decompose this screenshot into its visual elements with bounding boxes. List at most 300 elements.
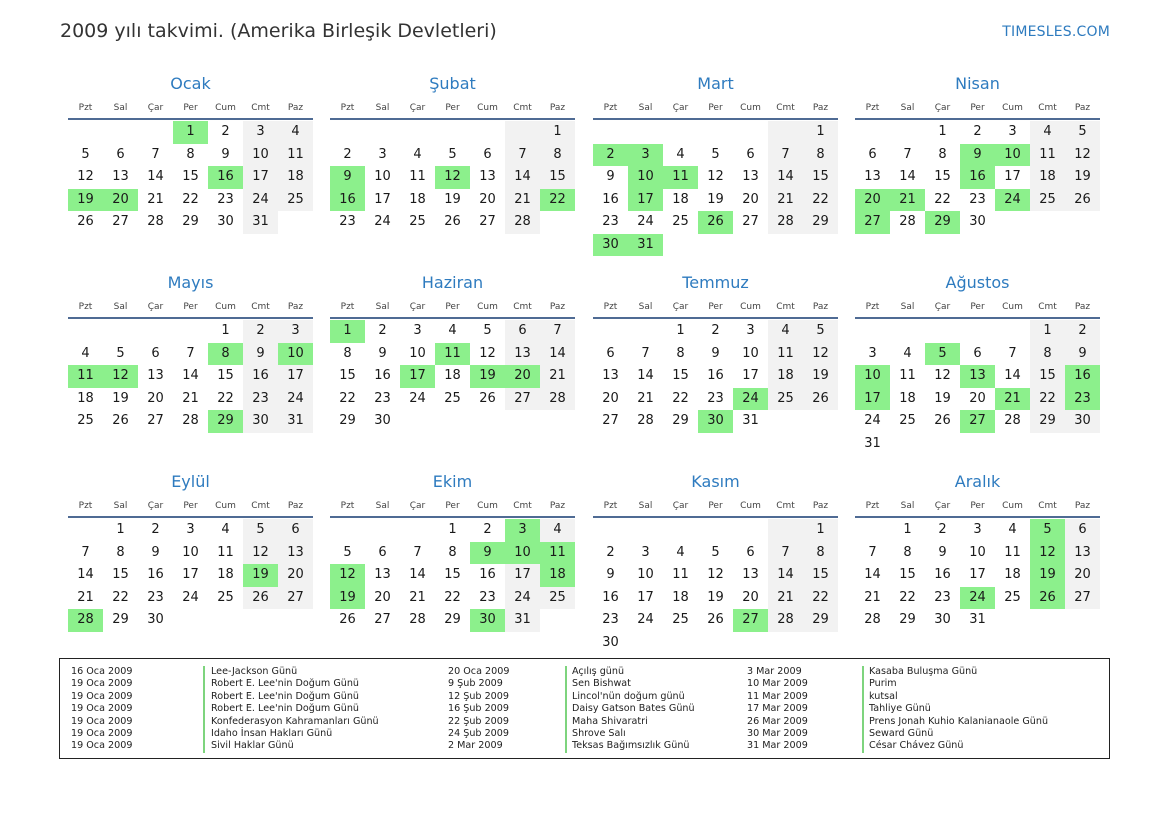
day-cell: 13 xyxy=(505,343,540,366)
day-cell: 29 xyxy=(112,612,129,627)
day-cell: 10 xyxy=(969,544,986,560)
empty-day-cell xyxy=(925,320,960,343)
day-cell: 5 xyxy=(1065,121,1100,144)
month-name: Mayıs xyxy=(167,273,214,292)
day-cell: 4 xyxy=(448,323,457,338)
day-cell: 19 xyxy=(803,365,838,388)
holiday-day-cell: 11 xyxy=(68,365,103,388)
day-cell: 29 xyxy=(182,214,199,229)
weekday-label: Cmt xyxy=(513,501,532,511)
day-grid xyxy=(330,519,575,632)
day-cell: 29 xyxy=(803,211,838,234)
day-cell: 7 xyxy=(81,544,90,560)
column-divider xyxy=(565,666,567,753)
day-cell: 28 xyxy=(540,388,575,411)
weekday-label: Cum xyxy=(740,501,761,511)
day-cell: 19 xyxy=(112,390,129,406)
empty-day-cell xyxy=(593,519,628,542)
empty-day-cell xyxy=(855,121,890,144)
day-cell: 11 xyxy=(899,368,916,383)
day-cell: 14 xyxy=(505,166,540,189)
empty-day-cell xyxy=(890,320,925,343)
holiday-day-cell: 28 xyxy=(68,609,103,632)
day-cell: 2 xyxy=(973,124,982,139)
day-cell: 20 xyxy=(147,390,164,406)
day-cell: 25 xyxy=(1004,589,1021,605)
day-cell: 15 xyxy=(339,368,356,383)
day-cell: 3 xyxy=(1008,124,1017,139)
weekday-label: Per xyxy=(970,302,985,312)
holiday-day-cell: 30 xyxy=(698,410,733,433)
day-cell: 12 xyxy=(243,542,278,565)
weekday-label: Paz xyxy=(287,103,304,113)
day-cell: 21 xyxy=(540,365,575,388)
weekday-label: Cmt xyxy=(1038,103,1057,113)
empty-day-cell xyxy=(138,121,173,144)
day-cell: 15 xyxy=(899,567,916,582)
weekday-header xyxy=(593,498,838,518)
day-cell: 18 xyxy=(1004,567,1021,582)
weekday-label: Çar xyxy=(934,501,951,511)
weekday-label: Sal xyxy=(113,302,128,312)
day-cell: 19 xyxy=(934,390,951,406)
day-cell: 30 xyxy=(243,410,278,433)
holiday-day-cell: 21 xyxy=(890,189,925,212)
day-cell: 7 xyxy=(1008,345,1017,361)
day-cell: 2 xyxy=(1065,320,1100,343)
weekday-header xyxy=(68,498,313,518)
day-cell: 4 xyxy=(1008,522,1017,537)
day-cell: 18 xyxy=(77,390,94,406)
day-cell: 11 xyxy=(217,544,234,560)
day-cell: 7 xyxy=(641,345,650,361)
weekday-header xyxy=(330,498,575,518)
day-cell: 23 xyxy=(243,388,278,411)
month-calendar xyxy=(855,72,1100,234)
day-cell: 26 xyxy=(339,612,356,627)
day-cell: 25 xyxy=(768,388,803,411)
day-cell: 24 xyxy=(864,413,881,428)
weekday-label: Per xyxy=(970,103,985,113)
holiday-day-cell: 19 xyxy=(1030,564,1065,587)
day-cell: 5 xyxy=(711,146,720,162)
empty-day-cell xyxy=(855,320,890,343)
day-cell: 18 xyxy=(1030,166,1065,189)
weekday-label: Cmt xyxy=(251,501,270,511)
day-cell: 31 xyxy=(243,211,278,234)
day-cell: 26 xyxy=(77,214,94,229)
empty-day-cell xyxy=(330,121,365,144)
day-cell: 16 xyxy=(479,567,496,582)
weekday-label: Paz xyxy=(812,103,829,113)
day-cell: 23 xyxy=(217,191,234,207)
day-cell: 24 xyxy=(637,214,654,229)
holiday-name: Seward Günü xyxy=(869,727,934,739)
day-cell: 8 xyxy=(803,542,838,565)
day-cell: 28 xyxy=(864,612,881,627)
weekday-label: Çar xyxy=(409,302,426,312)
day-cell: 17 xyxy=(969,567,986,582)
day-cell: 25 xyxy=(672,214,689,229)
weekday-label: Per xyxy=(708,501,723,511)
day-cell: 15 xyxy=(1030,365,1065,388)
weekday-label: Sal xyxy=(900,302,915,312)
day-cell: 1 xyxy=(903,522,912,537)
day-cell: 27 xyxy=(505,388,540,411)
month-calendar xyxy=(330,470,575,632)
holiday-name: Robert E. Lee'nin Doğum Günü xyxy=(211,703,360,715)
weekday-header xyxy=(330,100,575,120)
day-cell: 18 xyxy=(444,368,461,383)
empty-day-cell xyxy=(628,519,663,542)
day-grid xyxy=(593,121,838,256)
day-cell: 19 xyxy=(707,191,724,207)
holiday-date: 30 Mar 2009 xyxy=(747,727,808,739)
weekday-label: Per xyxy=(445,302,460,312)
day-cell: 11 xyxy=(1030,144,1065,167)
holiday-date: 22 Şub 2009 xyxy=(448,715,509,727)
holiday-day-cell: 10 xyxy=(278,343,313,366)
weekday-label: Paz xyxy=(812,302,829,312)
day-cell: 22 xyxy=(934,191,951,207)
day-cell: 4 xyxy=(1030,121,1065,144)
empty-day-cell xyxy=(138,320,173,343)
day-cell: 11 xyxy=(278,144,313,167)
day-cell: 6 xyxy=(973,345,982,361)
day-cell: 22 xyxy=(182,191,199,207)
holiday-day-cell: 18 xyxy=(540,564,575,587)
day-cell: 18 xyxy=(768,365,803,388)
weekday-label: Pzt xyxy=(865,103,880,113)
day-cell: 23 xyxy=(479,589,496,605)
day-cell: 27 xyxy=(602,413,619,428)
day-cell: 12 xyxy=(707,567,724,582)
day-cell: 7 xyxy=(768,542,803,565)
day-cell: 8 xyxy=(186,146,195,162)
holiday-day-cell: 30 xyxy=(593,234,628,257)
day-cell: 22 xyxy=(217,390,234,406)
empty-day-cell xyxy=(593,121,628,144)
holiday-date: 31 Mar 2009 xyxy=(747,740,808,752)
day-cell: 22 xyxy=(899,589,916,605)
weekday-label: Sal xyxy=(900,103,915,113)
day-cell: 22 xyxy=(672,390,689,406)
day-cell: 30 xyxy=(217,214,234,229)
day-cell: 8 xyxy=(540,144,575,167)
day-cell: 16 xyxy=(374,368,391,383)
holiday-day-cell: 11 xyxy=(435,343,470,366)
weekday-label: Cmt xyxy=(776,501,795,511)
holiday-day-cell: 24 xyxy=(960,587,995,610)
day-cell: 18 xyxy=(899,390,916,406)
day-cell: 4 xyxy=(278,121,313,144)
holiday-day-cell: 20 xyxy=(103,189,138,212)
day-cell: 18 xyxy=(217,567,234,582)
day-cell: 16 xyxy=(243,365,278,388)
day-cell: 2 xyxy=(711,323,720,338)
holiday-day-cell: 16 xyxy=(1065,365,1100,388)
holiday-name: Robert E. Lee'nin Doğum Günü xyxy=(211,678,360,690)
day-cell: 8 xyxy=(1030,343,1065,366)
holiday-day-cell: 31 xyxy=(628,234,663,257)
holiday-day-cell: 16 xyxy=(330,189,365,212)
day-cell: 8 xyxy=(448,544,457,560)
day-cell: 28 xyxy=(768,211,803,234)
day-cell: 30 xyxy=(147,612,164,627)
weekday-label: Sal xyxy=(113,103,128,113)
month-calendar xyxy=(68,72,313,234)
weekday-label: Cmt xyxy=(513,103,532,113)
column-divider xyxy=(862,666,864,753)
day-cell: 29 xyxy=(444,612,461,627)
day-cell: 29 xyxy=(672,413,689,428)
weekday-header xyxy=(855,100,1100,120)
day-cell: 26 xyxy=(1065,189,1100,212)
day-cell: 14 xyxy=(864,567,881,582)
holiday-date: 19 Oca 2009 xyxy=(71,678,133,690)
day-cell: 15 xyxy=(934,169,951,184)
day-cell: 6 xyxy=(606,345,615,361)
day-cell: 8 xyxy=(903,544,912,560)
day-cell: 14 xyxy=(182,368,199,383)
day-cell: 25 xyxy=(217,589,234,605)
day-cell: 30 xyxy=(969,214,986,229)
day-cell: 7 xyxy=(186,345,195,361)
holiday-name: Açılış günü xyxy=(572,666,625,677)
weekday-label: Cum xyxy=(215,103,236,113)
holiday-day-cell: 29 xyxy=(925,211,960,234)
holiday-date: 10 Mar 2009 xyxy=(747,678,808,690)
day-cell: 24 xyxy=(278,388,313,411)
holiday-date: 20 Oca 2009 xyxy=(448,666,510,677)
empty-day-cell xyxy=(365,121,400,144)
day-cell: 1 xyxy=(676,323,685,338)
weekday-label: Sal xyxy=(375,501,390,511)
month-name: Mart xyxy=(697,74,734,93)
weekday-label: Sal xyxy=(638,302,653,312)
day-cell: 14 xyxy=(768,564,803,587)
holiday-name: Konfederasyon Kahramanları Günü xyxy=(211,715,379,727)
day-cell: 9 xyxy=(606,567,615,582)
holiday-list xyxy=(59,658,1110,759)
day-cell: 3 xyxy=(973,522,982,537)
day-cell: 8 xyxy=(343,345,352,361)
day-cell: 4 xyxy=(81,345,90,361)
day-cell: 28 xyxy=(182,413,199,428)
empty-day-cell xyxy=(628,320,663,343)
day-cell: 26 xyxy=(243,587,278,610)
weekday-label: Per xyxy=(183,103,198,113)
weekday-label: Sal xyxy=(113,501,128,511)
day-cell: 22 xyxy=(339,390,356,406)
holiday-day-cell: 17 xyxy=(628,189,663,212)
day-cell: 15 xyxy=(540,166,575,189)
month-name: Haziran xyxy=(421,273,484,292)
day-cell: 7 xyxy=(868,544,877,560)
empty-day-cell xyxy=(103,320,138,343)
holiday-day-cell: 10 xyxy=(628,166,663,189)
day-cell: 3 xyxy=(641,544,650,560)
day-cell: 19 xyxy=(444,191,461,207)
empty-day-cell xyxy=(505,121,540,144)
holiday-day-cell: 10 xyxy=(855,365,890,388)
day-grid xyxy=(330,121,575,234)
empty-day-cell xyxy=(470,121,505,144)
day-cell: 6 xyxy=(746,146,755,162)
month-calendar xyxy=(855,271,1100,455)
weekday-header xyxy=(330,299,575,319)
holiday-date: 19 Oca 2009 xyxy=(71,740,133,752)
holiday-day-cell: 9 xyxy=(330,166,365,189)
day-cell: 26 xyxy=(479,390,496,406)
holiday-day-cell: 13 xyxy=(960,365,995,388)
holiday-name: Robert E. Lee'nin Doğum Günü xyxy=(211,690,360,702)
holiday-day-cell: 19 xyxy=(470,365,505,388)
holiday-day-cell: 17 xyxy=(400,365,435,388)
holiday-name: Sivil Haklar Günü xyxy=(211,740,294,752)
day-cell: 26 xyxy=(112,413,129,428)
empty-day-cell xyxy=(890,121,925,144)
day-cell: 20 xyxy=(969,390,986,406)
day-cell: 2 xyxy=(606,544,615,560)
weekday-label: Çar xyxy=(147,302,164,312)
empty-day-cell xyxy=(768,519,803,542)
day-cell: 23 xyxy=(602,214,619,229)
month-name: Eylül xyxy=(171,472,210,491)
weekday-label: Çar xyxy=(147,501,164,511)
day-cell: 14 xyxy=(147,169,164,184)
holiday-day-cell: 8 xyxy=(208,343,243,366)
day-cell: 23 xyxy=(374,390,391,406)
month-name: Ağustos xyxy=(945,273,1010,292)
day-cell: 1 xyxy=(116,522,125,537)
day-cell: 28 xyxy=(1004,413,1021,428)
month-calendar xyxy=(593,72,838,256)
weekday-label: Çar xyxy=(409,103,426,113)
day-cell: 7 xyxy=(768,144,803,167)
weekday-label: Pzt xyxy=(340,103,355,113)
weekday-label: Cum xyxy=(215,501,236,511)
day-grid xyxy=(855,519,1100,632)
day-cell: 13 xyxy=(147,368,164,383)
day-cell: 2 xyxy=(343,146,352,162)
month-calendar xyxy=(593,470,838,654)
holiday-day-cell: 9 xyxy=(470,542,505,565)
day-cell: 20 xyxy=(742,589,759,605)
day-cell: 9 xyxy=(221,146,230,162)
day-cell: 1 xyxy=(803,121,838,144)
day-cell: 17 xyxy=(374,191,391,207)
day-cell: 3 xyxy=(868,345,877,361)
empty-day-cell xyxy=(698,121,733,144)
empty-day-cell xyxy=(960,320,995,343)
weekday-label: Çar xyxy=(672,103,689,113)
day-cell: 12 xyxy=(1065,144,1100,167)
day-cell: 10 xyxy=(637,567,654,582)
empty-day-cell xyxy=(733,519,768,542)
holiday-name: Daisy Gatson Bates Günü xyxy=(572,703,695,715)
empty-day-cell xyxy=(330,519,365,542)
month-name: Aralık xyxy=(954,472,1001,491)
holiday-dates-column xyxy=(747,666,808,753)
day-cell: 6 xyxy=(746,544,755,560)
day-cell: 10 xyxy=(243,144,278,167)
day-cell: 4 xyxy=(903,345,912,361)
holiday-day-cell: 19 xyxy=(243,564,278,587)
holiday-day-cell: 12 xyxy=(1030,542,1065,565)
empty-day-cell xyxy=(663,121,698,144)
weekday-header xyxy=(593,299,838,319)
day-cell: 17 xyxy=(1004,169,1021,184)
weekday-label: Pzt xyxy=(603,302,618,312)
holiday-day-cell: 20 xyxy=(505,365,540,388)
day-cell: 12 xyxy=(707,169,724,184)
day-cell: 1 xyxy=(1030,320,1065,343)
site-link[interactable]: TIMESLES.COM xyxy=(1002,24,1110,40)
weekday-label: Per xyxy=(970,501,985,511)
holiday-day-cell: 12 xyxy=(330,564,365,587)
weekday-label: Sal xyxy=(375,103,390,113)
weekday-label: Per xyxy=(708,103,723,113)
day-cell: 25 xyxy=(540,587,575,610)
weekday-label: Pzt xyxy=(865,501,880,511)
day-cell: 18 xyxy=(278,166,313,189)
holiday-day-cell: 12 xyxy=(103,365,138,388)
day-cell: 28 xyxy=(505,211,540,234)
day-cell: 1 xyxy=(540,121,575,144)
holiday-day-cell: 23 xyxy=(1065,388,1100,411)
weekday-label: Pzt xyxy=(78,501,93,511)
holiday-name: César Chávez Günü xyxy=(869,740,964,752)
day-cell: 26 xyxy=(707,612,724,627)
day-cell: 27 xyxy=(374,612,391,627)
holiday-name: Purim xyxy=(869,678,897,690)
day-cell: 16 xyxy=(934,567,951,582)
day-cell: 19 xyxy=(1065,166,1100,189)
day-cell: 9 xyxy=(151,544,160,560)
weekday-header xyxy=(855,498,1100,518)
day-cell: 8 xyxy=(938,146,947,162)
day-cell: 31 xyxy=(742,413,759,428)
holiday-name: Idaho İnsan Hakları Günü xyxy=(211,727,333,739)
holiday-date: 26 Mar 2009 xyxy=(747,715,808,727)
empty-day-cell xyxy=(103,121,138,144)
day-cell: 5 xyxy=(803,320,838,343)
day-cell: 12 xyxy=(934,368,951,383)
day-cell: 27 xyxy=(1065,587,1100,610)
day-cell: 30 xyxy=(374,413,391,428)
day-cell: 21 xyxy=(768,587,803,610)
month-name: Temmuz xyxy=(682,273,749,292)
holiday-date: 19 Oca 2009 xyxy=(71,690,133,702)
empty-day-cell xyxy=(995,320,1030,343)
day-cell: 24 xyxy=(374,214,391,229)
day-cell: 1 xyxy=(448,522,457,537)
day-cell: 2 xyxy=(221,124,230,139)
day-cell: 15 xyxy=(444,567,461,582)
holiday-name: kutsal xyxy=(869,690,898,702)
month-name: Ocak xyxy=(170,74,211,93)
day-cell: 16 xyxy=(602,191,619,207)
empty-day-cell xyxy=(663,519,698,542)
day-cell: 27 xyxy=(147,413,164,428)
day-cell: 4 xyxy=(768,320,803,343)
holiday-names-column xyxy=(572,666,695,753)
day-cell: 3 xyxy=(378,146,387,162)
holiday-day-cell: 1 xyxy=(330,320,365,343)
day-cell: 15 xyxy=(672,368,689,383)
day-grid xyxy=(68,320,313,433)
